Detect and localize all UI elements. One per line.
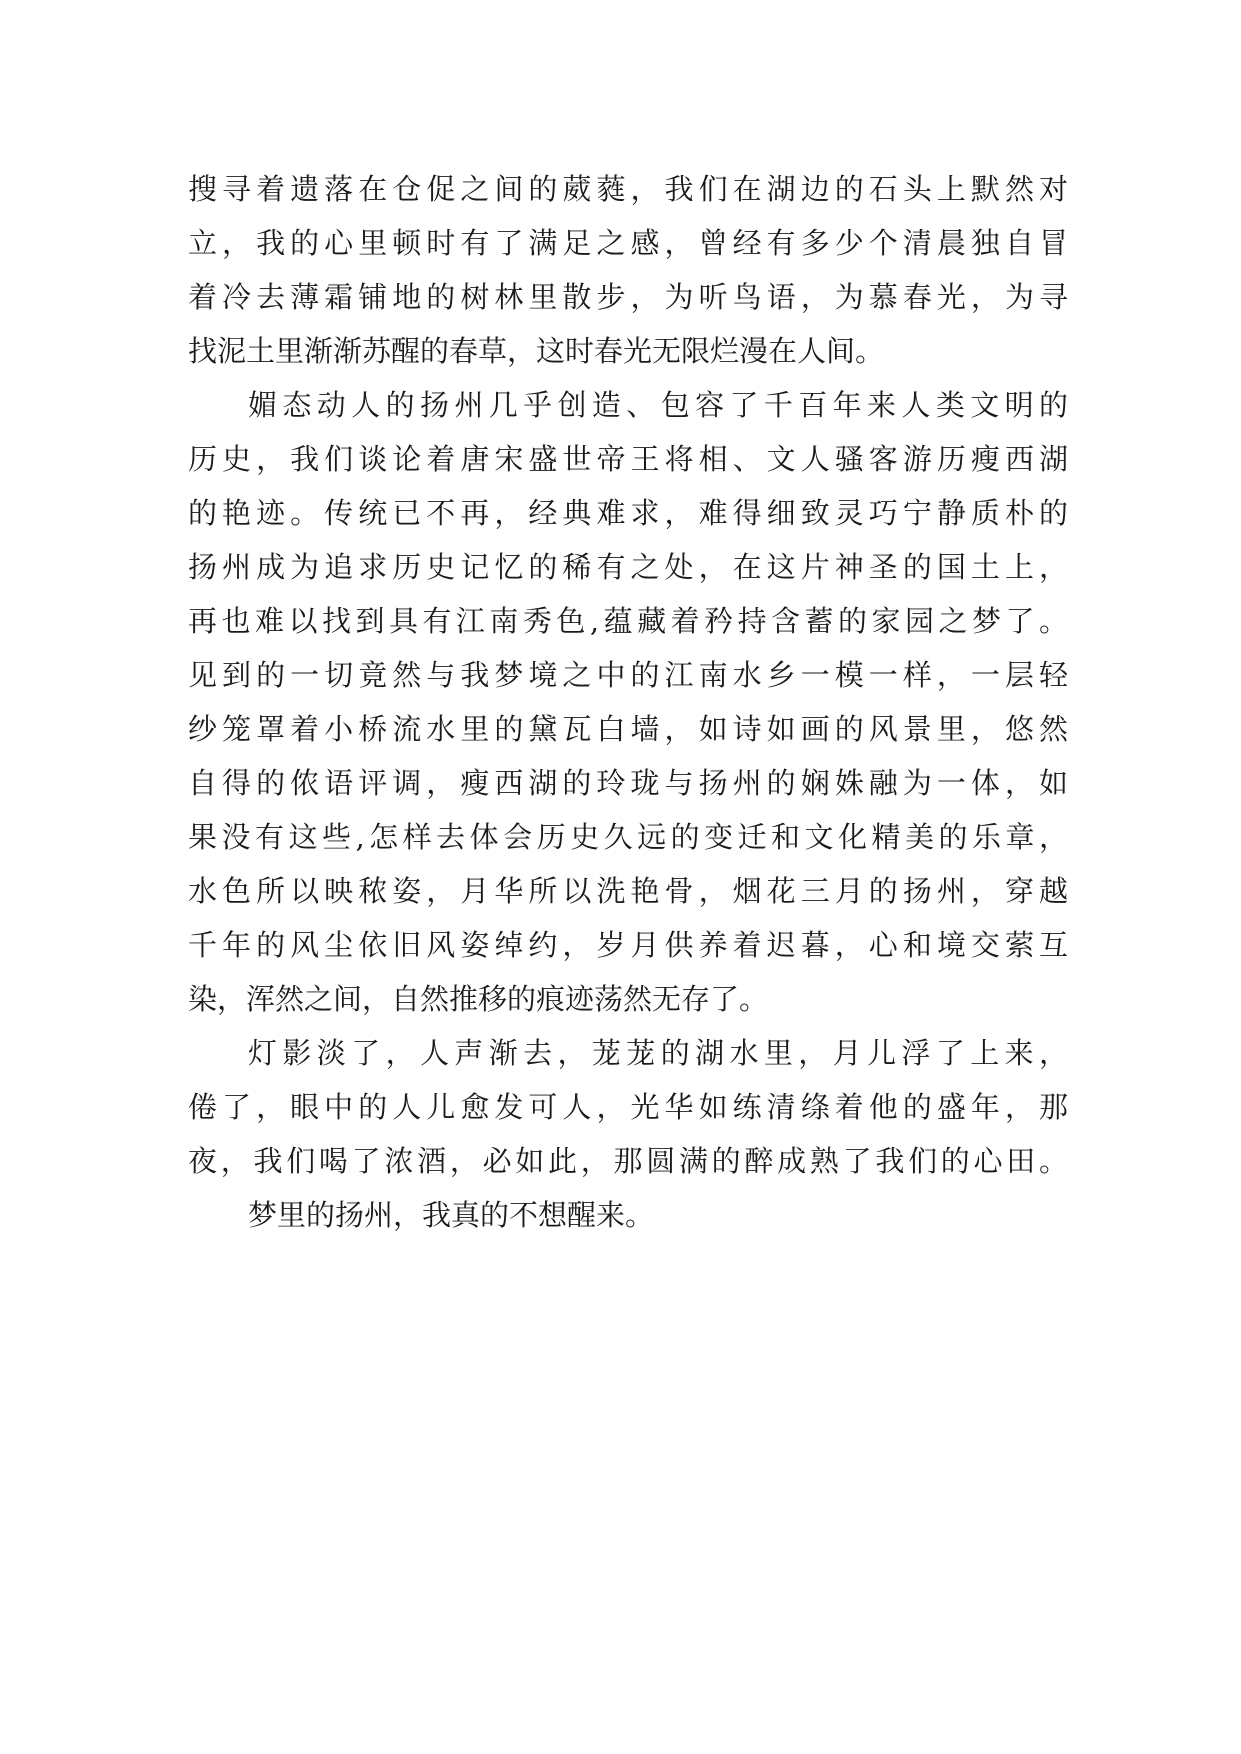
text-line: 着冷去薄霜铺地的树林里散步，为听鸟语，为慕春光，为寻 bbox=[188, 280, 1068, 314]
text-line: 纱笼罩着小桥流水里的黛瓦白墙，如诗如画的风景里，悠然 bbox=[188, 712, 1068, 746]
paragraph-start-line: 媚态动人的扬州几乎创造、包容了千百年来人类文明的 bbox=[248, 388, 1068, 422]
body-text bbox=[188, 162, 1068, 1242]
text-line: 倦了，眼中的人儿愈发可人，光华如练清绦着他的盛年，那 bbox=[188, 1090, 1068, 1124]
text-line: 千年的风尘依旧风姿绰约，岁月供养着迟暮，心和境交萦互 bbox=[188, 928, 1068, 962]
text-line: 见到的一切竟然与我梦境之中的江南水乡一模一样，一层轻 bbox=[188, 658, 1068, 692]
paragraph-start-line: 灯影淡了，人声渐去，茏茏的湖水里，月儿浮了上来， bbox=[248, 1036, 1068, 1070]
text-line: 自得的侬语评调，瘦西湖的玲珑与扬州的娴姝融为一体，如 bbox=[188, 766, 1068, 800]
text-line: 扬州成为追求历史记忆的稀有之处，在这片神圣的国土上， bbox=[188, 550, 1068, 584]
text-line: 再也难以找到具有江南秀色,蕴藏着矜持含蓄的家园之梦了。 bbox=[188, 604, 1068, 638]
text-line: 的艳迹。传统已不再，经典难求，难得细致灵巧宁静质朴的 bbox=[188, 496, 1068, 530]
text-line: 夜，我们喝了浓酒，必如此，那圆满的醉成熟了我们的心田。 bbox=[188, 1144, 1068, 1178]
text-line: 立，我的心里顿时有了满足之感，曾经有多少个清晨独自冒 bbox=[188, 226, 1068, 260]
text-line: 水色所以映秾姿，月华所以洗艳骨，烟花三月的扬州，穿越 bbox=[188, 874, 1068, 908]
text-line: 果没有这些,怎样去体会历史久远的变迁和文化精美的乐章， bbox=[188, 820, 1068, 854]
text-line: 搜寻着遗落在仓促之间的葳蕤，我们在湖边的石头上默然对 bbox=[188, 172, 1068, 206]
paragraph-start-line: 梦里的扬州，我真的不想醒来。 bbox=[248, 1198, 655, 1232]
text-line: 染，浑然之间，自然推移的痕迹荡然无存了。 bbox=[188, 982, 769, 1016]
text-line: 找泥土里渐渐苏醒的春草，这时春光无限烂漫在人间。 bbox=[188, 334, 885, 368]
text-line: 历史，我们谈论着唐宋盛世帝王将相、文人骚客游历瘦西湖 bbox=[188, 442, 1068, 476]
